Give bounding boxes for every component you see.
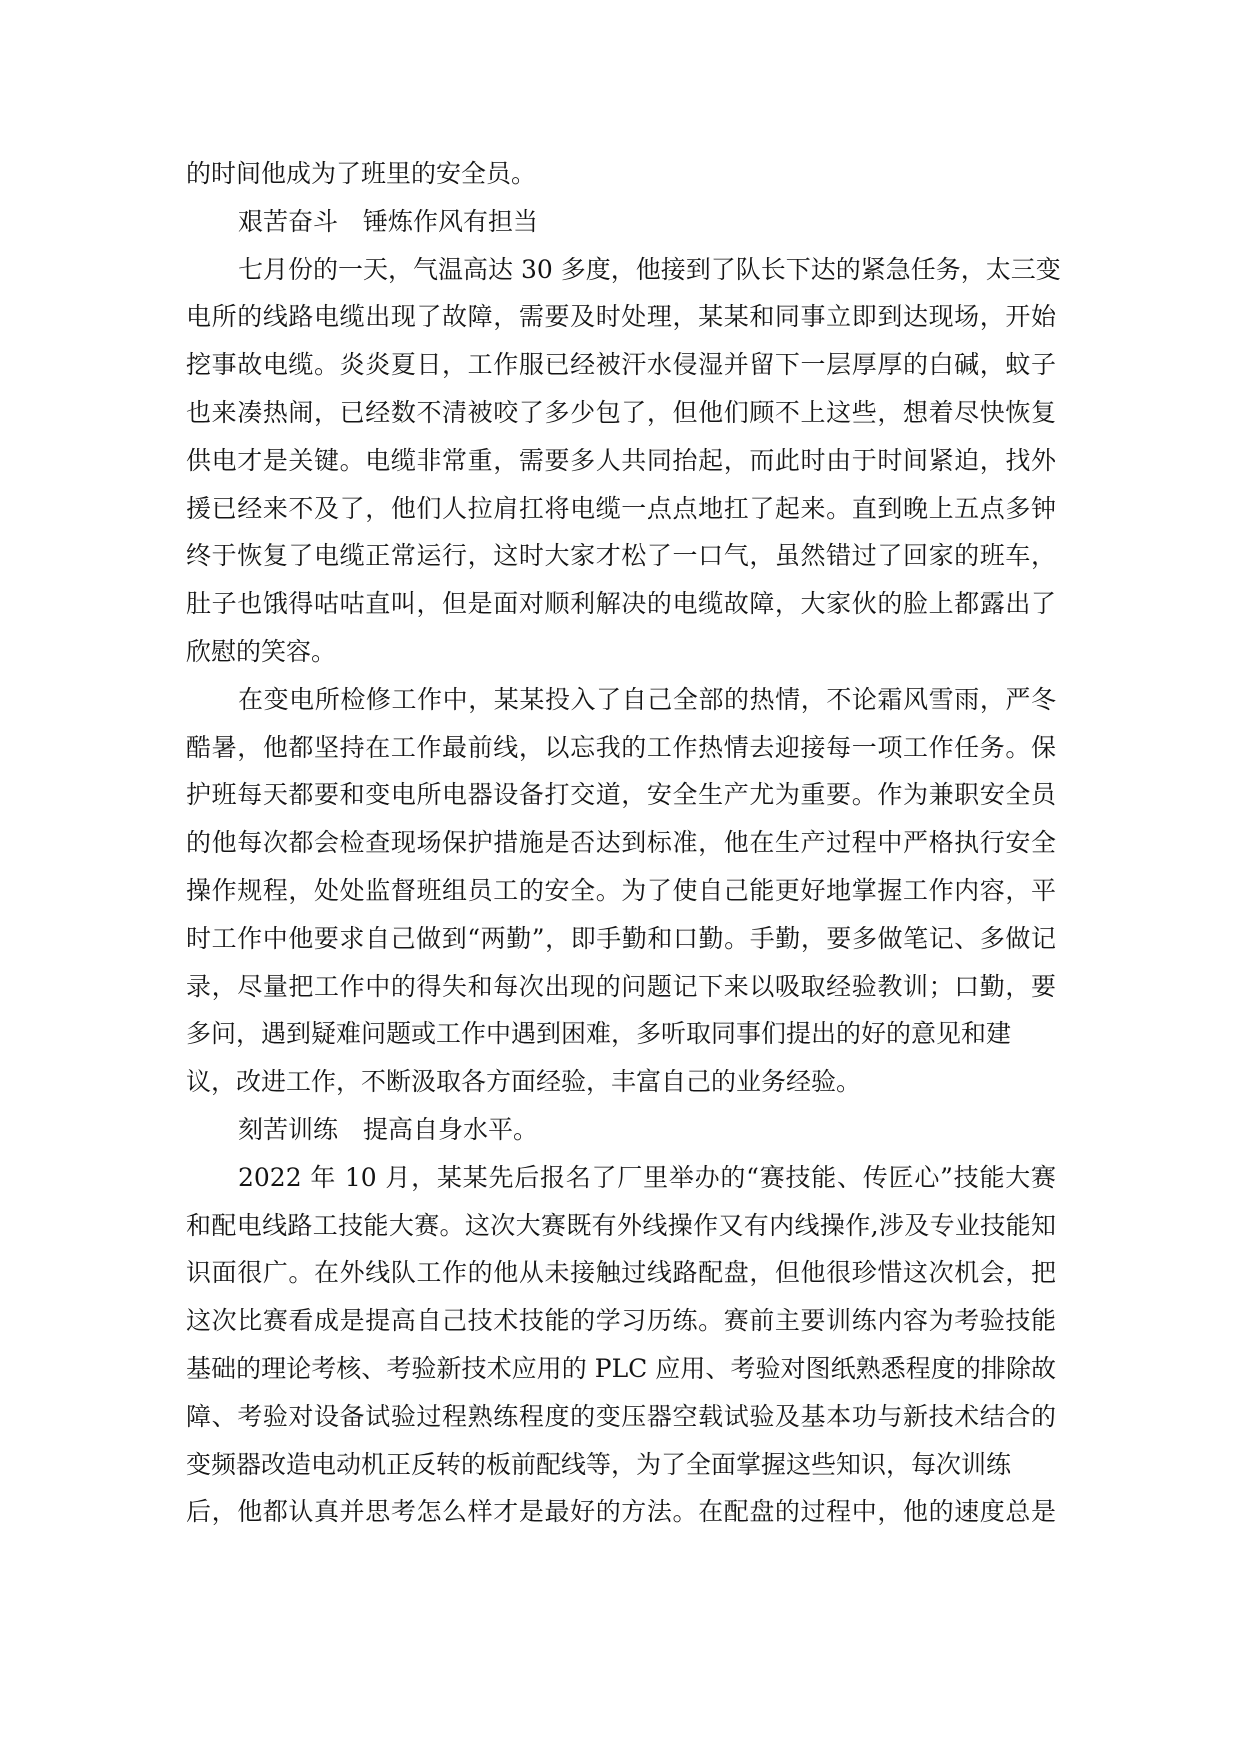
- paragraph-line: 的时间他成为了班里的安全员。: [186, 159, 537, 188]
- paragraph-line: 也来凑热闹，已经数不清被咬了多少包了，但他们顾不上这些，想着尽快恢复: [186, 397, 1056, 427]
- paragraph-line: 肚子也饿得咕咕直叫，但是面对顺利解决的电缆故障，大家伙的脸上都露出了: [186, 589, 1056, 619]
- paragraph-line: 酷暑，他都坚持在工作最前线，以忘我的工作热情去迎接每一项工作任务。保: [186, 732, 1056, 762]
- paragraph-line: 援已经来不及了，他们人拉肩扛将电缆一点点地扛了起来。直到晚上五点多钟: [186, 493, 1056, 523]
- paragraph-line: 欣慰的笑容。: [186, 636, 337, 666]
- paragraph-line: 在变电所检修工作中，某某投入了自己全部的热情，不论霜风雪雨，严冬: [238, 684, 1056, 714]
- paragraph-line: 操作规程，处处监督班组员工的安全。为了使自己能更好地掌握工作内容，平: [186, 875, 1056, 905]
- paragraph-line: 的他每次都会检查现场保护措施是否达到标准，他在生产过程中严格执行安全: [186, 828, 1056, 858]
- paragraph-line: 障、考验对设备试验过程熟练程度的变压器空载试验及基本功与新技术结合的: [186, 1401, 1056, 1431]
- paragraph-line: 后，他都认真并思考怎么样才是最好的方法。在配盘的过程中，他的速度总是: [186, 1497, 1056, 1527]
- paragraph-line: 录，尽量把工作中的得失和每次出现的问题记下来以吸取经验教训；口勤，要: [186, 971, 1056, 1001]
- section-heading-part: 艰苦奋斗: [238, 206, 339, 236]
- paragraph-line: 议，改进工作，不断汲取各方面经验，丰富自己的业务经验。: [186, 1067, 862, 1097]
- paragraph-line: 和配电线路工技能大赛。这次大赛既有外线操作又有内线操作,涉及专业技能知: [186, 1210, 1056, 1240]
- paragraph-line: 七月份的一天，气温高达 30 多度，他接到了队长下达的紧急任务，太三变: [238, 254, 1061, 284]
- paragraph-line: 多问，遇到疑难问题或工作中遇到困难，多听取同事们提出的好的意见和建: [186, 1019, 1012, 1049]
- paragraph-line: 挖事故电缆。炎炎夏日，工作服已经被汗水侵湿并留下一层厚厚的白碱，蚊子: [186, 350, 1056, 380]
- section-heading-part: 锤炼作风有担当: [363, 206, 539, 236]
- paragraph-line: 供电才是关键。电缆非常重，需要多人共同抬起，而此时由于时间紧迫，找外: [186, 445, 1056, 475]
- paragraph-line: 识面很广。在外线队工作的他从未接触过线路配盘，但他很珍惜这次机会，把: [186, 1258, 1056, 1288]
- paragraph-line: 时工作中他要求自己做到“两勤”，即手勤和口勤。手勤，要多做笔记、多做记: [186, 923, 1056, 953]
- section-heading: [186, 198, 1056, 246]
- paragraph-line: 2022 年 10 月，某某先后报名了厂里举办的“赛技能、传匠心”技能大赛: [238, 1162, 1056, 1192]
- paragraph-line: 终于恢复了电缆正常运行，这时大家才松了一口气，虽然错过了回家的班车，: [186, 541, 1056, 571]
- paragraph-line: 这次比赛看成是提高自己技术技能的学习历练。赛前主要训练内容为考验技能: [186, 1306, 1056, 1336]
- article-body: [186, 150, 1061, 1536]
- section-heading-part: 刻苦训练: [238, 1114, 339, 1144]
- paragraph-line: 基础的理论考核、考验新技术应用的 PLC 应用、考验对图纸熟悉程度的排除故: [186, 1353, 1056, 1383]
- section-heading-part: 提高自身水平。: [363, 1114, 539, 1144]
- paragraph-line: 变频器改造电动机正反转的板前配线等，为了全面掌握这些知识，每次训练: [186, 1449, 1012, 1479]
- paragraph-line: 电所的线路电缆出现了故障，需要及时处理，某某和同事立即到达现场，开始: [186, 302, 1056, 332]
- paragraph-line: 护班每天都要和变电所电器设备打交道，安全生产尤为重要。作为兼职安全员: [186, 780, 1056, 810]
- section-heading: [186, 1106, 1056, 1154]
